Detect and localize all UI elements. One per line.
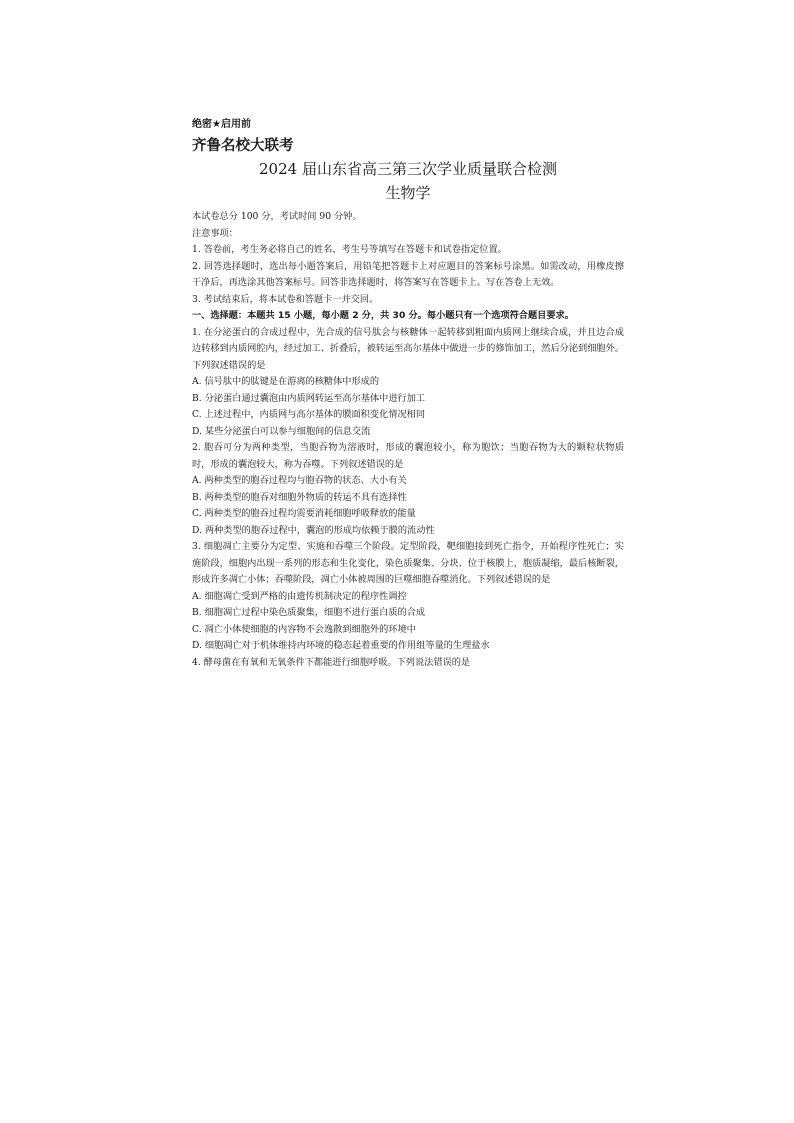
question-option: B. 分泌蛋白通过囊泡由内质网转运至高尔基体中进行加工 bbox=[192, 392, 426, 404]
question-option: B. 细胞凋亡过程中染色质聚集，细胞不进行蛋白质的合成 bbox=[192, 607, 426, 618]
question-stem: 3. 细胞凋亡主要分为定型、实施和吞噬三个阶段。定型阶段，靶细胞接到死亡指令，开始程序性死亡；实施阶段，细胞内出现一系列的形态和生化变化，染色质聚集、分块、位于核膜上，胞质凝缩，最后核断裂，形成许多凋亡小体；吞噬阶段，凋亡小体被周围的巨噬细胞吞噬消化。下列叙述错误的是 bbox=[192, 541, 624, 585]
question-stem: 4. 酵母菌在有氧和无氧条件下都能进行细胞呼吸。下列说法错误的是 bbox=[192, 656, 471, 668]
question-option: B. 两种类型的胞吞对细胞外物质的转运不具有选择性 bbox=[192, 491, 407, 503]
question-4 bbox=[192, 655, 624, 672]
section-heading: 一、选择题：本题共 15 小题，每小题 2 分，共 30 分。每小题只有一个选项符合题目要求。 bbox=[192, 310, 574, 321]
note-item: 3. 考试结束后，将本试卷和答题卡一并交回。 bbox=[192, 293, 379, 305]
question-option: A. 两种类型的胞吞过程均与胞吞物的状态、大小有关 bbox=[192, 475, 407, 486]
secret-label: 绝密★启用前 bbox=[192, 119, 251, 130]
subject-title: 生物学 bbox=[385, 184, 431, 202]
question-option: A. 信号肽中的肽键是在游离的核糖体中形成的 bbox=[192, 376, 380, 387]
question-option: C. 两种类型的胞吞过程均需要消耗细胞呼吸释放的能量 bbox=[192, 508, 416, 519]
question-option: A. 细胞凋亡受到严格的由遗传机制决定的程序性调控 bbox=[192, 590, 407, 602]
question-option: D. 细胞凋亡对于机体维持内环境的稳态起着重要的作用组等量的生理盐水 bbox=[192, 640, 490, 651]
notes-heading: 注意事项： bbox=[192, 227, 238, 239]
question-stem: 1. 在分泌蛋白的合成过程中，先合成的信号肽会与核糖体一起转移到粗面内质网上继续合成，并且边合成边转移到内质网腔内，经过加工、折叠后，被转运至高尔基体中做进一步的修饰加工，然后分泌到细胞外。下列叙述错误的是 bbox=[192, 326, 624, 371]
question-1 bbox=[192, 325, 624, 441]
note-item: 2. 回答选择题时，选出每小题答案后，用铅笔把答题卡上对应题目的答案标号涂黑。如需改动，用橡皮擦干净后，再选涂其他答案标号。回答非选择题时，将答案写在答题卡上。写在答卷上无效。 bbox=[192, 260, 624, 288]
question-stem: 2. 胞吞可分为两种类型，当胞吞物为溶液时，形成的囊泡较小，称为胞饮；当胞吞物为大的颗粒状物质时，形成的囊泡较大，称为吞噬。下列叙述错误的是 bbox=[192, 442, 624, 470]
score-time-info: 本试卷总分 100 分，考试时间 90 分钟。 bbox=[192, 211, 362, 222]
question-option: D. 某些分泌蛋白可以参与细胞间的信息交流 bbox=[192, 425, 371, 437]
question-2 bbox=[192, 440, 624, 539]
page-content bbox=[192, 118, 624, 671]
question-option: C. 上述过程中，内质网与高尔基体的膜面积变化情况相同 bbox=[192, 409, 426, 420]
organization-name: 齐鲁名校大联考 bbox=[192, 138, 294, 154]
question-3 bbox=[192, 539, 624, 655]
question-option: D. 两种类型的胞吞过程中，囊泡的形成均依赖于膜的流动性 bbox=[192, 524, 435, 536]
exam-title: 2024 届山东省高三第三次学业质量联合检测 bbox=[259, 160, 557, 178]
question-option: C. 凋亡小体使细胞的内容物不会逸散到细胞外的环境中 bbox=[192, 623, 416, 635]
note-item: 1. 答卷前，考生务必将自己的姓名、考生号等填写在答题卡和试卷指定位置。 bbox=[192, 244, 507, 255]
